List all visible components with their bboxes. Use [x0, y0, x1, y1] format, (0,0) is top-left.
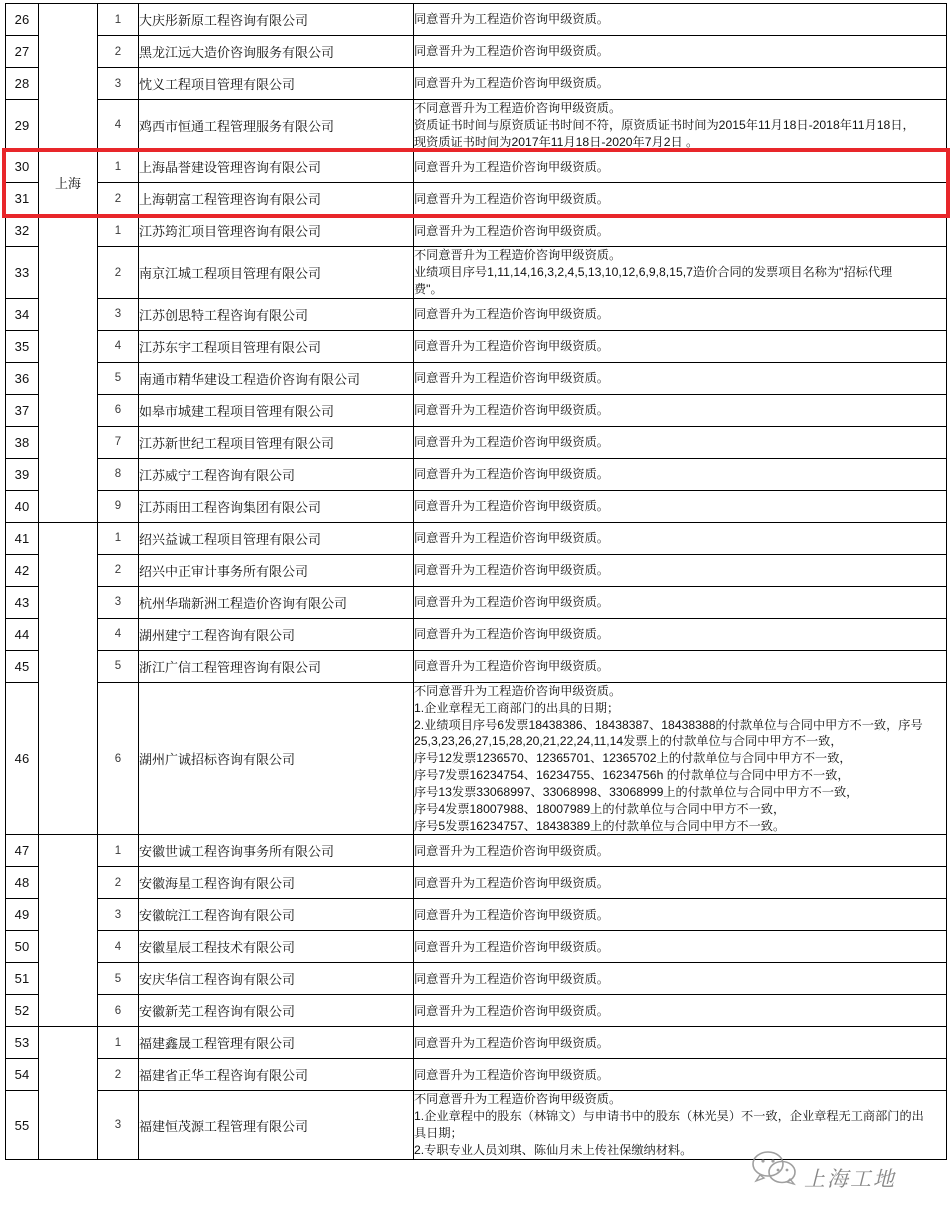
opinion-line: 同意晋升为工程造价咨询甲级资质。 [414, 44, 609, 59]
cell-sequence: 6 [98, 682, 139, 834]
cell-review-opinion [414, 995, 947, 1027]
cell-province: 上海 [39, 151, 98, 215]
cell-serial-number: 49 [6, 899, 39, 931]
opinion-line: 不同意晋升为工程造价咨询甲级资质。 [414, 683, 622, 698]
cell-serial-number: 51 [6, 963, 39, 995]
cell-serial-number: 36 [6, 362, 39, 394]
cell-review-opinion [414, 458, 947, 490]
cell-review-opinion [414, 215, 947, 247]
opinion-line: 同意晋升为工程造价咨询甲级资质。 [414, 76, 609, 91]
cell-serial-number: 41 [6, 522, 39, 554]
cell-company-name: 南通市精华建设工程造价咨询有限公司 [139, 362, 414, 394]
cell-company-name: 福建省正华工程咨询有限公司 [139, 1059, 414, 1091]
cell-serial-number: 45 [6, 650, 39, 682]
cell-serial-number: 33 [6, 247, 39, 298]
cell-review-opinion [414, 4, 947, 36]
opinion-line: 不同意晋升为工程造价咨询甲级资质。 [414, 1092, 622, 1107]
opinion-line: 同意晋升为工程造价咨询甲级资质。 [414, 159, 609, 174]
table-row [6, 183, 947, 215]
opinion-line: 同意晋升为工程造价咨询甲级资质。 [414, 307, 609, 322]
cell-sequence: 3 [98, 68, 139, 100]
cell-serial-number: 39 [6, 458, 39, 490]
cell-sequence: 2 [98, 36, 139, 68]
cell-serial-number: 42 [6, 554, 39, 586]
table-row [6, 68, 947, 100]
cell-serial-number: 27 [6, 36, 39, 68]
opinion-line: 1.企业章程无工商部门的出具的日期； [414, 700, 620, 715]
cell-sequence: 5 [98, 362, 139, 394]
table-row [6, 586, 947, 618]
cell-serial-number: 43 [6, 586, 39, 618]
cell-company-name: 安徽世诚工程咨询事务所有限公司 [139, 835, 414, 867]
cell-province [39, 4, 98, 151]
opinion-line: 同意晋升为工程造价咨询甲级资质。 [414, 191, 609, 206]
cell-review-opinion [414, 1059, 947, 1091]
cell-company-name: 杭州华瑞新洲工程造价咨询有限公司 [139, 586, 414, 618]
table-row [6, 650, 947, 682]
cell-review-opinion [414, 899, 947, 931]
table-row [6, 867, 947, 899]
cell-sequence: 3 [98, 298, 139, 330]
cell-sequence: 2 [98, 867, 139, 899]
cell-company-name: 湖州广诚招标咨询有限公司 [139, 682, 414, 834]
opinion-line: 序号4发票18007988、18007989上的付款单位与合同中甲方不一致， [414, 801, 786, 816]
cell-serial-number: 44 [6, 618, 39, 650]
cell-serial-number: 31 [6, 183, 39, 215]
table-row [6, 4, 947, 36]
table-row [6, 522, 947, 554]
table-row [6, 362, 947, 394]
opinion-line: 费"。 [414, 282, 443, 297]
cell-serial-number: 55 [6, 1091, 39, 1159]
cell-review-opinion [414, 682, 947, 834]
cell-review-opinion [414, 298, 947, 330]
cell-sequence: 6 [98, 394, 139, 426]
cell-sequence: 1 [98, 215, 139, 247]
table-row [6, 298, 947, 330]
cell-sequence: 8 [98, 458, 139, 490]
cell-review-opinion [414, 362, 947, 394]
cell-sequence: 2 [98, 1059, 139, 1091]
cell-review-opinion [414, 931, 947, 963]
table-row [6, 36, 947, 68]
opinion-line: 序号12发票1236570、12365701、12365702上的付款单位与合同中甲方不一致， [414, 751, 852, 766]
cell-sequence: 4 [98, 618, 139, 650]
cell-serial-number: 28 [6, 68, 39, 100]
cell-sequence: 1 [98, 4, 139, 36]
cell-serial-number: 38 [6, 426, 39, 458]
cell-serial-number: 53 [6, 1027, 39, 1059]
table-row [6, 554, 947, 586]
cell-review-opinion [414, 394, 947, 426]
cell-review-opinion [414, 867, 947, 899]
opinion-line: 同意晋升为工程造价咨询甲级资质。 [414, 499, 609, 514]
opinion-line: 同意晋升为工程造价咨询甲级资质。 [414, 563, 609, 578]
cell-serial-number: 34 [6, 298, 39, 330]
cell-company-name: 如皋市城建工程项目管理有限公司 [139, 394, 414, 426]
cell-serial-number: 50 [6, 931, 39, 963]
cell-company-name: 黑龙江远大造价咨询服务有限公司 [139, 36, 414, 68]
table-row [6, 100, 947, 151]
cell-sequence: 9 [98, 490, 139, 522]
cell-sequence: 3 [98, 1091, 139, 1159]
cell-sequence: 2 [98, 183, 139, 215]
cell-sequence: 1 [98, 151, 139, 183]
opinion-line: 序号13发票33068997、33068998、33068999上的付款单位与合同中甲方不一致， [414, 784, 859, 799]
cell-serial-number: 40 [6, 490, 39, 522]
table-row [6, 1091, 947, 1159]
cell-review-opinion [414, 247, 947, 298]
table-row [6, 963, 947, 995]
cell-sequence: 1 [98, 522, 139, 554]
table-row [6, 490, 947, 522]
opinion-line: 同意晋升为工程造价咨询甲级资质。 [414, 467, 609, 482]
opinion-line: 不同意晋升为工程造价咨询甲级资质。 [414, 101, 622, 115]
cell-serial-number: 47 [6, 835, 39, 867]
table-row [6, 1027, 947, 1059]
opinion-line: 具日期； [414, 1126, 463, 1141]
table-row [6, 899, 947, 931]
cell-serial-number: 54 [6, 1059, 39, 1091]
cell-province [39, 522, 98, 834]
table-row [6, 247, 947, 298]
cell-company-name: 鸡西市恒通工程管理服务有限公司 [139, 100, 414, 151]
cell-review-opinion [414, 1027, 947, 1059]
cell-company-name: 安徽新芜工程咨询有限公司 [139, 995, 414, 1027]
table-row [6, 1059, 947, 1091]
cell-company-name: 江苏威宁工程咨询有限公司 [139, 458, 414, 490]
opinion-line: 2.专职专业人员刘琪、陈仙月未上传社保缴纳材料。 [414, 1142, 693, 1157]
cell-review-opinion [414, 963, 947, 995]
opinion-line: 序号7发票16234754、16234755、16234756h 的付款单位与合同中甲方不一致， [414, 768, 850, 783]
table-row [6, 458, 947, 490]
cell-sequence: 3 [98, 899, 139, 931]
opinion-line: 同意晋升为工程造价咨询甲级资质。 [414, 875, 609, 890]
cell-company-name: 上海晶誉建设管理咨询有限公司 [139, 151, 414, 183]
opinion-line: 同意晋升为工程造价咨询甲级资质。 [414, 531, 609, 546]
cell-sequence: 2 [98, 247, 139, 298]
opinion-line: 同意晋升为工程造价咨询甲级资质。 [414, 939, 609, 954]
cell-serial-number: 29 [6, 100, 39, 151]
cell-serial-number: 26 [6, 4, 39, 36]
opinion-line: 业绩项目序号1,11,14,16,3,2,4,5,13,10,12,6,9,8,15,7造价合同的发票项目名称为"招标代理 [414, 265, 893, 280]
opinion-line: 同意晋升为工程造价咨询甲级资质。 [414, 1003, 609, 1018]
cell-sequence: 7 [98, 426, 139, 458]
cell-review-opinion [414, 1091, 947, 1159]
cell-province [39, 215, 98, 522]
cell-review-opinion [414, 554, 947, 586]
cell-review-opinion [414, 618, 947, 650]
cell-sequence: 6 [98, 995, 139, 1027]
opinion-line: 现资质证书时间为2017年11月18日-2020年7月2日 。 [414, 134, 699, 149]
cell-serial-number: 48 [6, 867, 39, 899]
cell-company-name: 湖州建宁工程咨询有限公司 [139, 618, 414, 650]
cell-company-name: 江苏新世纪工程项目管理有限公司 [139, 426, 414, 458]
opinion-line: 同意晋升为工程造价咨询甲级资质。 [414, 627, 609, 642]
cell-company-name: 南京江城工程项目管理有限公司 [139, 247, 414, 298]
cell-serial-number: 30 [6, 151, 39, 183]
cell-province [39, 835, 98, 1027]
cell-sequence: 1 [98, 1027, 139, 1059]
opinion-line: 2.业绩项目序号6发票18438386、18438387、18438388的付款单位与合同中甲方不一致，序号 [414, 717, 923, 732]
cell-review-opinion [414, 426, 947, 458]
registry-table-sheet [5, 3, 946, 1160]
cell-review-opinion [414, 183, 947, 215]
table-row [6, 151, 947, 183]
opinion-line: 同意晋升为工程造价咨询甲级资质。 [414, 403, 609, 418]
cell-review-opinion [414, 36, 947, 68]
opinion-line: 同意晋升为工程造价咨询甲级资质。 [414, 907, 609, 922]
watermark-text: 上海工地 [804, 1167, 896, 1191]
cell-company-name: 忱义工程项目管理有限公司 [139, 68, 414, 100]
opinion-line: 不同意晋升为工程造价咨询甲级资质。 [414, 248, 622, 263]
cell-company-name: 安庆华信工程咨询有限公司 [139, 963, 414, 995]
table-row [6, 330, 947, 362]
cell-company-name: 江苏筠汇项目管理咨询有限公司 [139, 215, 414, 247]
cell-serial-number: 52 [6, 995, 39, 1027]
cell-company-name: 福建恒茂源工程管理有限公司 [139, 1091, 414, 1159]
table-row [6, 995, 947, 1027]
cell-review-opinion [414, 151, 947, 183]
cell-company-name: 江苏雨田工程咨询集团有限公司 [139, 490, 414, 522]
cell-review-opinion [414, 100, 947, 151]
opinion-line: 同意晋升为工程造价咨询甲级资质。 [414, 1035, 609, 1050]
opinion-line: 同意晋升为工程造价咨询甲级资质。 [414, 339, 609, 354]
cell-company-name: 江苏创思特工程咨询有限公司 [139, 298, 414, 330]
cell-serial-number: 46 [6, 682, 39, 834]
cell-company-name: 绍兴益诚工程项目管理有限公司 [139, 522, 414, 554]
opinion-line: 25,3,23,26,27,15,28,20,21,22,24,11,14发票上的付款单位与合同中甲方不一致， [414, 734, 843, 749]
opinion-line: 同意晋升为工程造价咨询甲级资质。 [414, 843, 609, 858]
cell-review-opinion [414, 835, 947, 867]
cell-review-opinion [414, 522, 947, 554]
cell-sequence: 4 [98, 100, 139, 151]
cell-sequence: 1 [98, 835, 139, 867]
cell-sequence: 4 [98, 330, 139, 362]
cell-company-name: 上海朝富工程管理咨询有限公司 [139, 183, 414, 215]
table-row [6, 931, 947, 963]
opinion-line: 1.企业章程中的股东（林锦文）与申请书中的股东（林光昊）不一致，企业章程无工商部门的出 [414, 1109, 924, 1124]
table-row [6, 394, 947, 426]
cell-company-name: 大庆彤新原工程咨询有限公司 [139, 4, 414, 36]
cell-serial-number: 35 [6, 330, 39, 362]
opinion-line: 资质证书时间与原资质证书时间不符，原资质证书时间为2015年11月18日-2018年11月18日， [414, 117, 915, 132]
opinion-line: 同意晋升为工程造价咨询甲级资质。 [414, 595, 609, 610]
cell-province [39, 1027, 98, 1159]
cell-company-name: 安徽皖江工程咨询有限公司 [139, 899, 414, 931]
cell-review-opinion [414, 330, 947, 362]
cell-review-opinion [414, 650, 947, 682]
cell-serial-number: 37 [6, 394, 39, 426]
opinion-line: 序号5发票16234757、18438389上的付款单位与合同中甲方不一致。 [414, 818, 786, 833]
table-row [6, 215, 947, 247]
cell-sequence: 2 [98, 554, 139, 586]
opinion-line: 同意晋升为工程造价咨询甲级资质。 [414, 435, 609, 450]
cell-company-name: 浙江广信工程管理咨询有限公司 [139, 650, 414, 682]
cell-sequence: 3 [98, 586, 139, 618]
cell-sequence: 5 [98, 650, 139, 682]
cell-serial-number: 32 [6, 215, 39, 247]
cell-company-name: 安徽海星工程咨询有限公司 [139, 867, 414, 899]
opinion-line: 同意晋升为工程造价咨询甲级资质。 [414, 971, 609, 986]
cell-review-opinion [414, 586, 947, 618]
cell-review-opinion [414, 68, 947, 100]
table-body [6, 4, 947, 1160]
opinion-line: 同意晋升为工程造价咨询甲级资质。 [414, 12, 609, 27]
cell-company-name: 绍兴中正审计事务所有限公司 [139, 554, 414, 586]
qualification-review-table [5, 3, 947, 1160]
table-row [6, 426, 947, 458]
table-row [6, 835, 947, 867]
opinion-line: 同意晋升为工程造价咨询甲级资质。 [414, 223, 609, 238]
cell-review-opinion [414, 490, 947, 522]
cell-company-name: 安徽星辰工程技术有限公司 [139, 931, 414, 963]
cell-company-name: 福建鑫晟工程管理有限公司 [139, 1027, 414, 1059]
cell-company-name: 江苏东宇工程项目管理有限公司 [139, 330, 414, 362]
opinion-line: 同意晋升为工程造价咨询甲级资质。 [414, 1067, 609, 1082]
table-row [6, 618, 947, 650]
table-row [6, 682, 947, 834]
opinion-line: 同意晋升为工程造价咨询甲级资质。 [414, 371, 609, 386]
cell-sequence: 4 [98, 931, 139, 963]
cell-sequence: 5 [98, 963, 139, 995]
opinion-line: 同意晋升为工程造价咨询甲级资质。 [414, 659, 609, 674]
